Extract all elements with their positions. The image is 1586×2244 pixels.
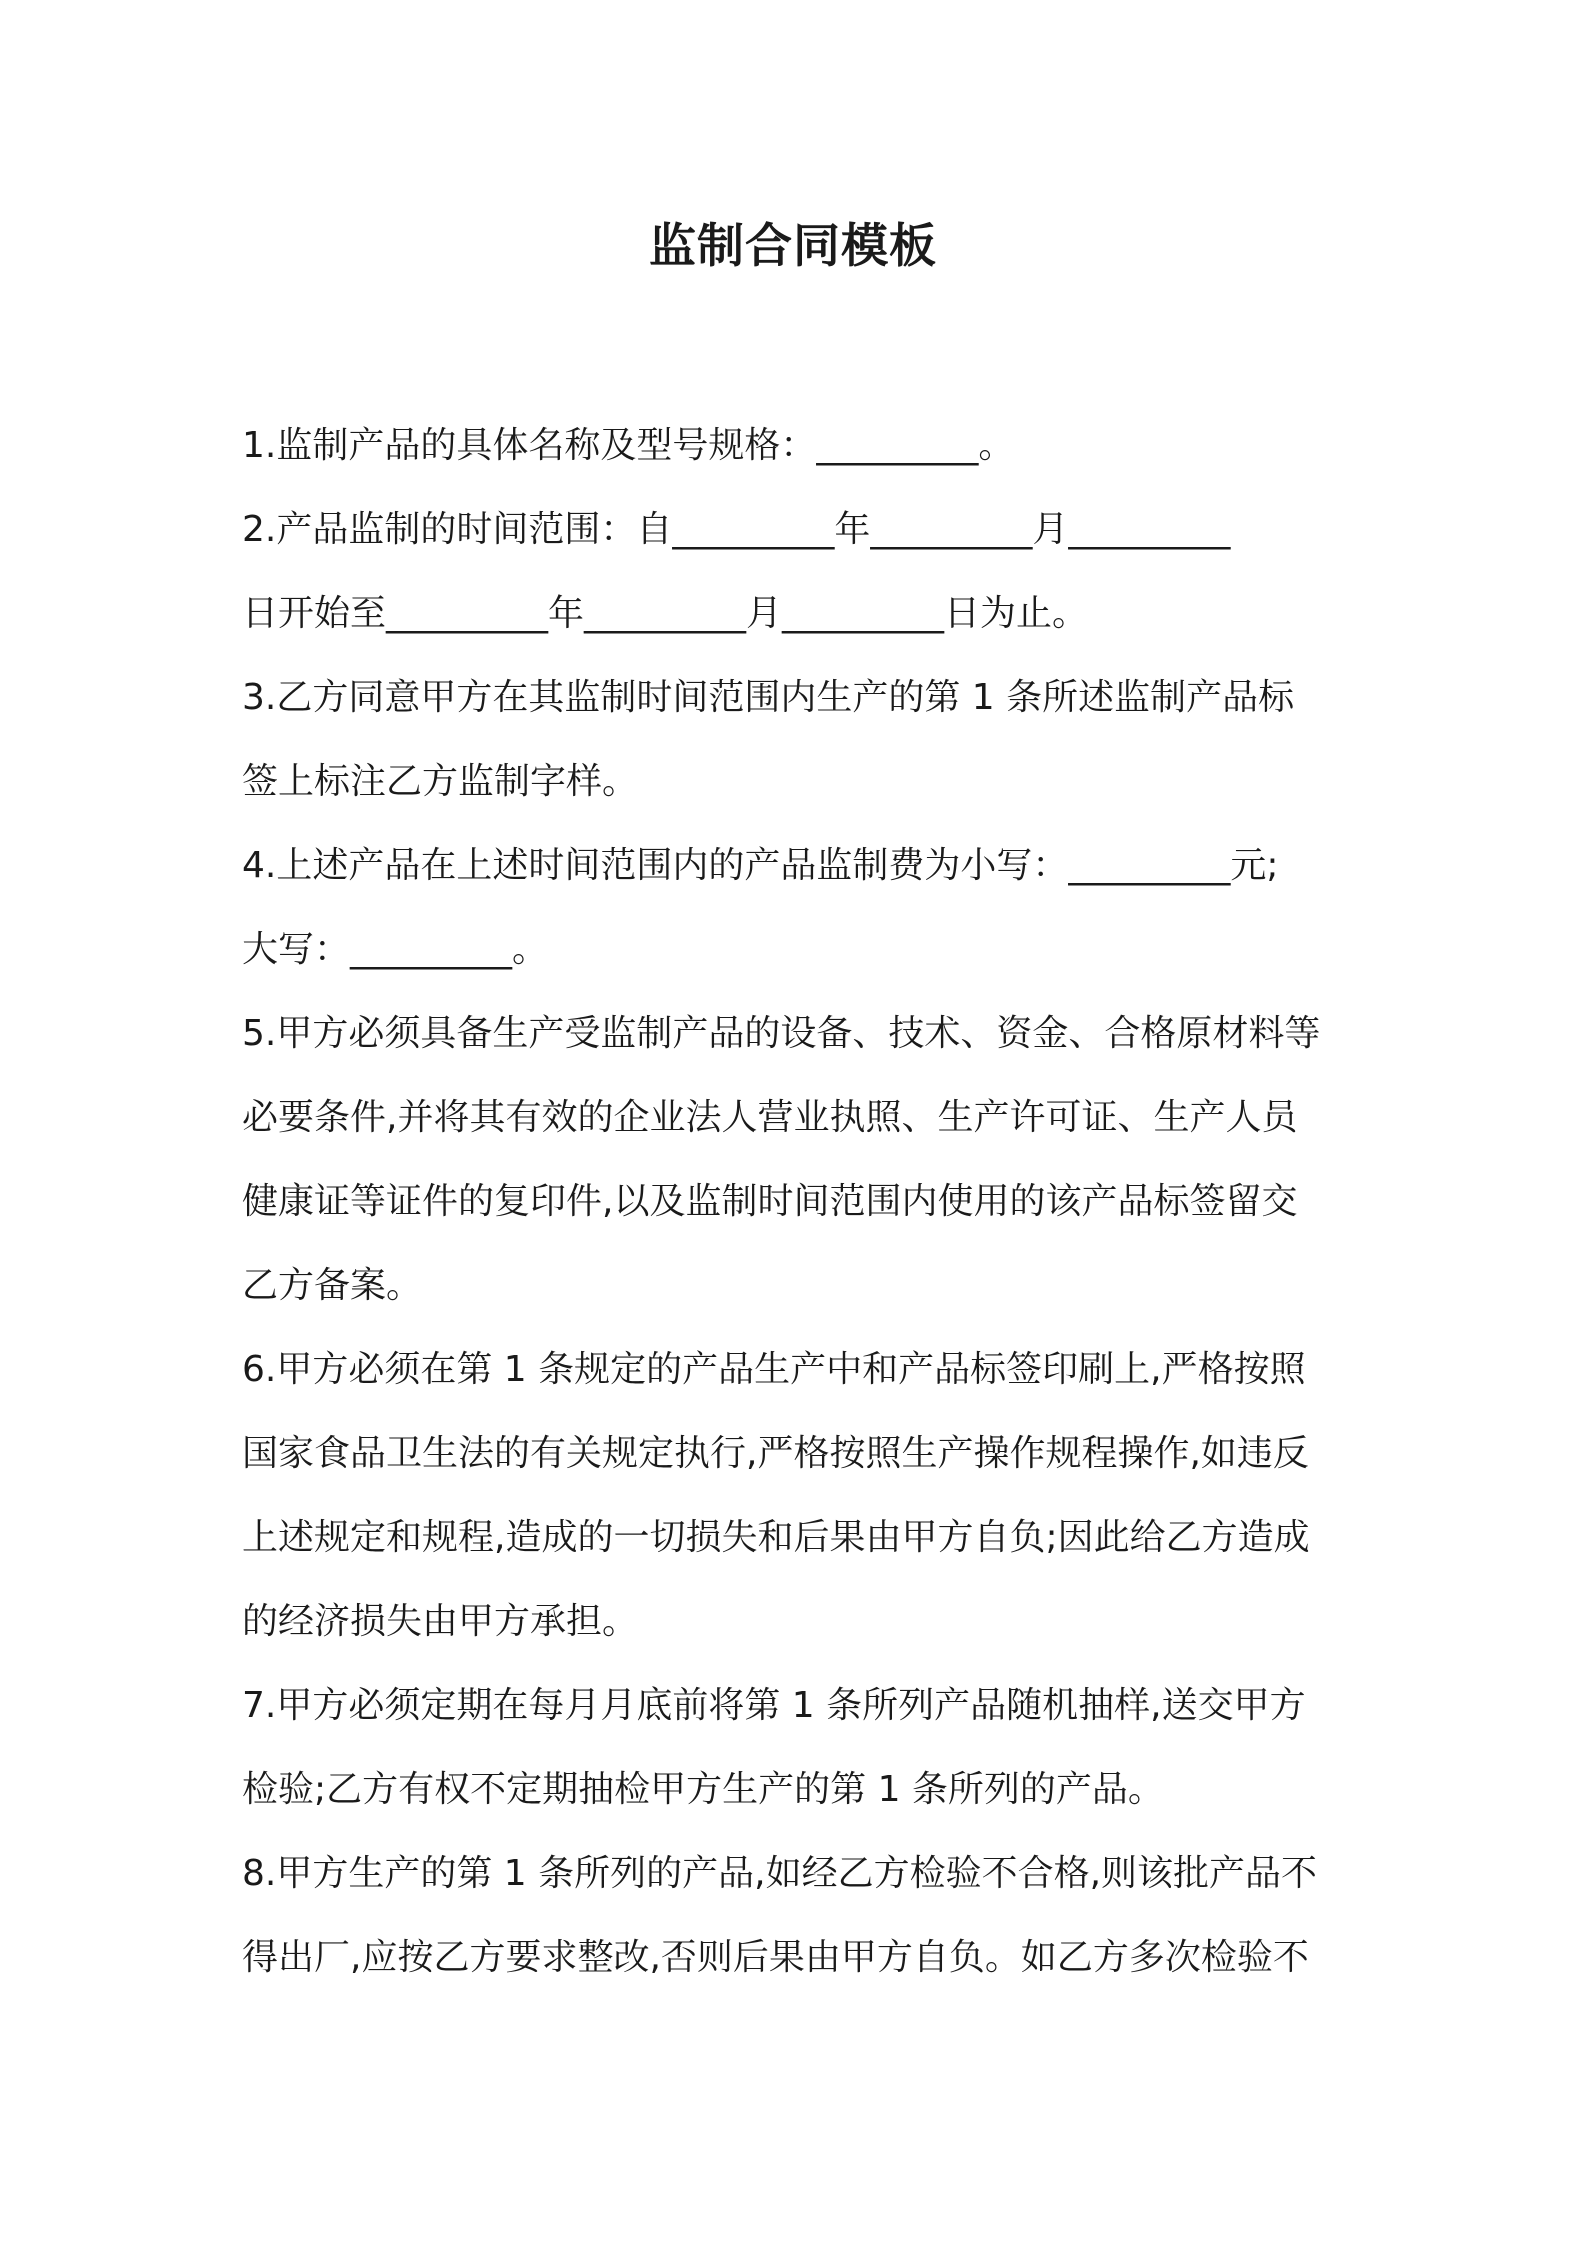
text-line: 6.甲方必须在第 1 条规定的产品生产中和产品标签印刷上,严格按照 xyxy=(242,1349,1306,1390)
text-line: 8.甲方生产的第 1 条所列的产品,如经乙方检验不合格,则该批产品不 xyxy=(242,1853,1318,1894)
text-line: 乙方备案。 xyxy=(242,1265,423,1306)
text-line: 大写：_________。 xyxy=(242,929,549,970)
text-line: 3.乙方同意甲方在其监制时间范围内生产的第 1 条所述监制产品标 xyxy=(242,677,1295,718)
text-line: 5.甲方必须具备生产受监制产品的设备、技术、资金、合格原材料等 xyxy=(242,1013,1321,1054)
document-body xyxy=(242,404,1362,2000)
text-line: 检验;乙方有权不定期抽检甲方生产的第 1 条所列的产品。 xyxy=(242,1769,1164,1810)
text-line: 2.产品监制的时间范围：自_________年_________月_________ xyxy=(242,509,1231,550)
text-line: 签上标注乙方监制字样。 xyxy=(242,761,639,802)
text-line: 得出厂,应按乙方要求整改,否则后果由甲方自负。如乙方多次检验不 xyxy=(242,1937,1309,1978)
document-title: 监制合同模板 xyxy=(649,219,937,274)
text-line: 必要条件,并将其有效的企业法人营业执照、生产许可证、生产人员 xyxy=(242,1097,1298,1138)
text-line: 日开始至_________年_________月_________日为止。 xyxy=(242,593,1089,634)
text-line: 的经济损失由甲方承担。 xyxy=(242,1601,639,1642)
text-line: 7.甲方必须定期在每月月底前将第 1 条所列产品随机抽样,送交甲方 xyxy=(242,1685,1306,1726)
text-line: 1.监制产品的具体名称及型号规格：_________。 xyxy=(242,425,1015,466)
text-line: 国家食品卫生法的有关规定执行,严格按照生产操作规程操作,如违反 xyxy=(242,1433,1309,1474)
text-line: 4.上述产品在上述时间范围内的产品监制费为小写：_________元; xyxy=(242,845,1279,886)
text-line: 上述规定和规程,造成的一切损失和后果由甲方自负;因此给乙方造成 xyxy=(242,1517,1310,1558)
text-line: 健康证等证件的复印件,以及监制时间范围内使用的该产品标签留交 xyxy=(242,1181,1298,1222)
